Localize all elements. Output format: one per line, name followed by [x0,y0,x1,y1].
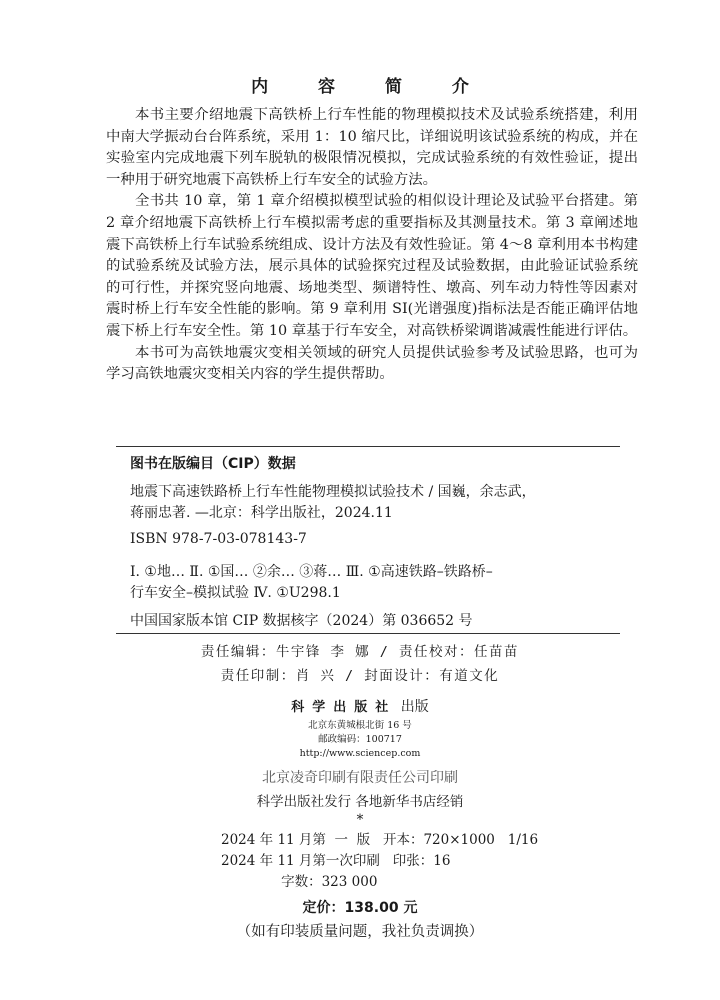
specs-row-2: 2024 年 11 月第一次印刷 印张：16 [221,853,451,869]
credits-editors: 责任编辑：牛宇锋 李 娜 / 责任校对：任苗苗 [200,644,520,660]
cip-classification [130,562,620,604]
distribution-line: 科学出版社发行 各地新华书店经销 [256,794,464,810]
intro-section [106,105,638,386]
publisher-seal: 科学出版社 [291,700,397,715]
cip-number: 中国国家版本馆 CIP 数据核字（2024）第 036652 号 [130,613,473,629]
publisher-line [0,696,720,716]
publisher-suffix: 出版 [400,699,429,715]
publisher-website: http://www.sciencep.com [299,748,421,759]
specs-row-3: 字数：323 000 [221,874,378,890]
printer-line: 北京凌奇印刷有限责任公司印刷 [262,770,458,786]
cip-top-rule [116,446,620,447]
price: 定价：138.00 元 [302,900,418,916]
separator-star: * [356,812,364,828]
publisher-postcode: 邮政编码：100717 [318,734,402,745]
quality-note: （如有印装质量问题，我社负责调换） [236,924,484,940]
credits-print-design: 责任印制：肖 兴 / 封面设计：有道文化 [220,668,500,684]
intro-paragraph-3: 本书可为高铁地震灾变相关领域的研究人员提供试验参考及试验思路，也可为学习高铁地震灾变相关内容的学生提供帮助。 [106,344,638,383]
publisher-address: 北京东黄城根北街 16 号 [308,720,412,731]
intro-paragraph-1: 本书主要介绍地震下高铁桥上行车性能的物理模拟技术及试验系统搭建，利用中南大学振动台台阵系统，采用 1：10 缩尺比，详细说明该试验系统的构成，并在实验室内完成地震下列车脱轨的极限情况模拟，完成试验系统的有效性验证，提出一种用于研究地震下高铁桥上行车安全的试验方法。 [106,107,638,188]
cip-class-2: 行车安全–模拟试验 Ⅳ. ①U298.1 [130,585,341,601]
cip-heading: 图书在版编目（CIP）数据 [130,456,296,472]
cip-line-1: 地震下高速铁路桥上行车性能物理模拟试验技术 / 国巍，余志武， [130,484,536,500]
specs-row-1: 2024 年 11 月第 一 版 开本：720×1000 1/16 [221,832,539,848]
print-specs [221,830,538,893]
cip-bottom-rule [116,633,620,634]
cip-bibliographic [130,482,620,524]
cip-isbn: ISBN 978-7-03-078143-7 [130,531,307,547]
intro-paragraph-2: 全书共 10 章，第 1 章介绍模拟模型试验的相似设计理论及试验平台搭建。第 2 章介绍地震下高铁桥上行车模拟需考虑的重要指标及其测量技术。第 3 章阐述地震下高铁桥上行车试验系统组成、设计方法及有效性验证。第 4～8 章利用本书构建的试验系统及试验方法，展示具体的试验探究过程及试验数据，由此验证试验系统的可行性，并探究竖向地震、场地类型、频谱特性、墩高、列车动力特性等因素对震时桥上行车安全性能的影响。第 9 章利用 SI(光谱强度)指标法是否能正确评估地震下桥上行车安全性。第 10 章基于行车安全，对高铁桥梁调谐减震性能进行评估。 [106,193,638,339]
page-title: 内 容 简 介 [251,77,491,97]
cip-class-1: Ⅰ. ①地… Ⅱ. ①国… ②余… ③蒋… Ⅲ. ①高速铁路–铁路桥– [130,564,493,580]
cip-line-2: 蒋丽忠著. —北京：科学出版社，2024.11 [130,505,393,521]
